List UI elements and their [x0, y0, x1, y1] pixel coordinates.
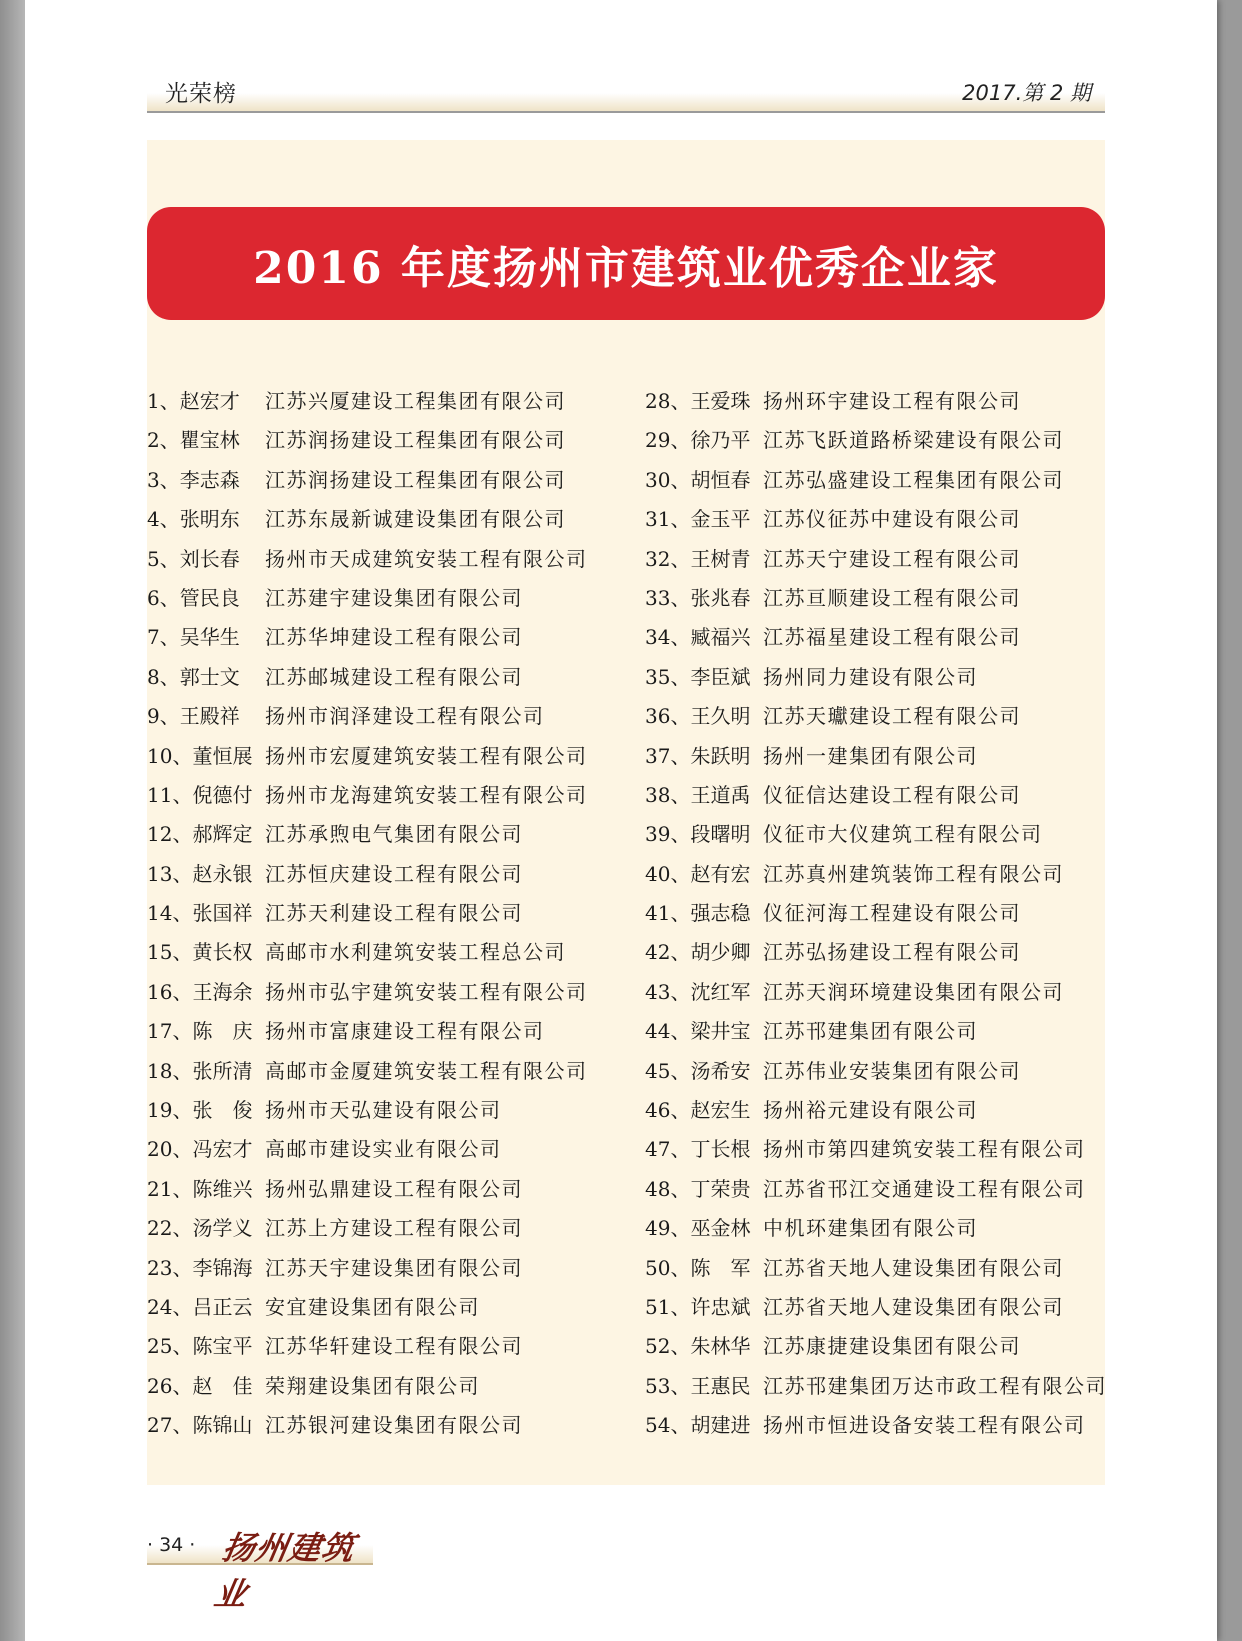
awardee-company: 江苏天宇建设集团有限公司	[265, 1255, 523, 1280]
awardee-row	[147, 618, 617, 657]
awardee-company: 江苏真州建筑装饰工程有限公司	[763, 861, 1064, 886]
awardee-name: 8、郭士文	[147, 664, 240, 689]
awardee-row	[645, 579, 1115, 618]
awardee-row	[645, 1367, 1115, 1406]
awardee-row	[645, 618, 1115, 657]
awardee-company: 高邮市建设实业有限公司	[265, 1137, 502, 1162]
awardee-company: 江苏省天地人建设集团有限公司	[763, 1294, 1064, 1319]
awardee-row	[147, 737, 617, 776]
awardee-name: 9、王殿祥	[147, 704, 240, 729]
awardee-company: 扬州同力建设有限公司	[763, 664, 978, 689]
awardee-row	[147, 1406, 617, 1445]
awardee-row	[645, 540, 1115, 579]
page-header	[147, 71, 1105, 113]
awardee-name: 44、梁井宝	[645, 1019, 751, 1044]
awardee-name: 30、胡恒春	[645, 467, 751, 492]
awardee-company: 江苏天利建设工程有限公司	[265, 901, 523, 926]
awardee-company: 江苏恒庆建设工程有限公司	[265, 861, 523, 886]
awardee-name: 14、张国祥	[147, 901, 253, 926]
awardee-name: 16、王海余	[147, 979, 253, 1004]
awardee-name: 15、黄长权	[147, 940, 253, 965]
awardee-row	[147, 1209, 617, 1248]
awardee-row	[147, 1170, 617, 1209]
awardee-row	[645, 1209, 1115, 1248]
awardee-row	[645, 421, 1115, 460]
awardee-name: 32、王树青	[645, 546, 751, 571]
awardee-row	[645, 658, 1115, 697]
awardee-row	[147, 421, 617, 460]
awardee-company: 江苏润扬建设工程集团有限公司	[265, 467, 566, 492]
title-banner	[147, 207, 1105, 320]
awardee-row	[645, 776, 1115, 815]
awardee-name: 18、张所清	[147, 1058, 253, 1083]
awardee-company: 扬州市宏厦建筑安装工程有限公司	[265, 743, 588, 768]
awardee-name: 27、陈锦山	[147, 1413, 253, 1438]
awardee-name: 42、胡少卿	[645, 940, 751, 965]
awardee-name: 43、沈红军	[645, 979, 751, 1004]
awardee-company: 江苏邮城建设工程有限公司	[265, 664, 523, 689]
awardee-company: 仪征市大仪建筑工程有限公司	[763, 822, 1043, 847]
awardee-company: 扬州市第四建筑安装工程有限公司	[763, 1137, 1086, 1162]
awardee-company: 中机环建集团有限公司	[763, 1216, 978, 1241]
awardee-company: 江苏康捷建设集团有限公司	[763, 1334, 1021, 1359]
awardee-row	[147, 894, 617, 933]
awardee-name: 37、朱跃明	[645, 743, 751, 768]
awardee-name: 54、胡建进	[645, 1413, 751, 1438]
awardee-name: 4、张明东	[147, 507, 240, 532]
awardee-name: 7、吴华生	[147, 625, 240, 650]
awardee-name: 2、瞿宝林	[147, 428, 240, 453]
awardee-row	[147, 1288, 617, 1327]
awardee-name: 41、强志稳	[645, 901, 751, 926]
awardee-name: 3、李志森	[147, 467, 240, 492]
awardee-name: 48、丁荣贵	[645, 1176, 751, 1201]
awardee-company: 扬州市富康建设工程有限公司	[265, 1019, 545, 1044]
awardee-row	[645, 500, 1115, 539]
awardee-list-right	[645, 382, 1115, 1446]
awardee-company: 荣翔建设集团有限公司	[265, 1373, 480, 1398]
awardee-row	[645, 1170, 1115, 1209]
awardee-row	[645, 697, 1115, 736]
awardee-row	[147, 1327, 617, 1366]
awardee-name: 11、倪德付	[147, 782, 253, 807]
awardee-name: 12、郝辉定	[147, 822, 253, 847]
awardee-row	[147, 776, 617, 815]
awardee-company: 江苏天宁建设工程有限公司	[763, 546, 1021, 571]
awardee-row	[645, 737, 1115, 776]
awardee-company: 扬州市润泽建设工程有限公司	[265, 704, 545, 729]
awardee-company: 扬州市天成建筑安装工程有限公司	[265, 546, 588, 571]
awardee-row	[645, 1249, 1115, 1288]
awardee-company: 江苏润扬建设工程集团有限公司	[265, 428, 566, 453]
awardee-name: 33、张兆春	[645, 585, 751, 610]
awardee-name: 19、张 俊	[147, 1098, 253, 1123]
awardee-row	[147, 1052, 617, 1091]
awardee-row	[645, 855, 1115, 894]
awardee-row	[147, 1130, 617, 1169]
magazine-logo: 扬州建筑业	[211, 1529, 359, 1613]
awardee-row	[147, 658, 617, 697]
awardee-company: 江苏伟业安装集团有限公司	[763, 1058, 1021, 1083]
awardee-company: 江苏天瓛建设工程有限公司	[763, 704, 1021, 729]
awardee-name: 24、吕正云	[147, 1294, 253, 1319]
awardee-row	[645, 1091, 1115, 1130]
awardee-name: 35、李臣斌	[645, 664, 751, 689]
awardee-company: 仪征河海工程建设有限公司	[763, 901, 1021, 926]
awardee-company: 高邮市水利建筑安装工程总公司	[265, 940, 566, 965]
awardee-name: 38、王道禹	[645, 782, 751, 807]
awardee-company: 江苏亘顺建设工程有限公司	[763, 585, 1021, 610]
awardee-company: 江苏银河建设集团有限公司	[265, 1413, 523, 1438]
awardee-name: 40、赵有宏	[645, 861, 751, 886]
awardee-company: 江苏天润环境建设集团有限公司	[763, 979, 1064, 1004]
awardee-row	[645, 973, 1115, 1012]
issue-label: 2017.第 2 期	[962, 81, 1091, 105]
awardee-company: 江苏邗建集团有限公司	[763, 1019, 978, 1044]
awardee-name: 10、董恒展	[147, 743, 253, 768]
awardee-row	[147, 540, 617, 579]
awardee-company: 扬州一建集团有限公司	[763, 743, 978, 768]
awardee-name: 21、陈维兴	[147, 1176, 253, 1201]
awardee-list-left	[147, 382, 617, 1446]
awardee-name: 45、汤希安	[645, 1058, 751, 1083]
awardee-company: 江苏承煦电气集团有限公司	[265, 822, 523, 847]
awardee-row	[645, 933, 1115, 972]
awardee-name: 52、朱林华	[645, 1334, 751, 1359]
awardee-row	[645, 1288, 1115, 1327]
awardee-company: 江苏华坤建设工程有限公司	[265, 625, 523, 650]
awardee-name: 17、陈 庆	[147, 1019, 253, 1044]
awardee-row	[645, 894, 1115, 933]
awardee-company: 扬州市弘宇建筑安装工程有限公司	[265, 979, 588, 1004]
awardee-name: 22、汤学义	[147, 1216, 253, 1241]
awardee-company: 江苏省天地人建设集团有限公司	[763, 1255, 1064, 1280]
awardee-row	[645, 815, 1115, 854]
awardee-row	[147, 1012, 617, 1051]
awardee-name: 46、赵宏生	[645, 1098, 751, 1123]
awardee-company: 江苏东晟新诚建设集团有限公司	[265, 507, 566, 532]
page-title: 2016 年度扬州市建筑业优秀企业家	[253, 242, 999, 294]
awardee-company: 扬州市龙海建筑安装工程有限公司	[265, 782, 588, 807]
awardee-row	[645, 382, 1115, 421]
awardee-row	[147, 815, 617, 854]
awardee-name: 20、冯宏才	[147, 1137, 253, 1162]
awardee-row	[645, 1130, 1115, 1169]
awardee-company: 扬州市天弘建设有限公司	[265, 1098, 502, 1123]
awardee-row	[645, 1327, 1115, 1366]
awardee-row	[645, 1406, 1115, 1445]
awardee-name: 5、刘长春	[147, 546, 240, 571]
awardee-name: 39、段曙明	[645, 822, 751, 847]
section-label: 光荣榜	[165, 81, 237, 107]
awardee-row	[147, 855, 617, 894]
awardee-company: 安宜建设集团有限公司	[265, 1294, 480, 1319]
awardee-company: 江苏建宇建设集团有限公司	[265, 585, 523, 610]
awardee-row	[645, 1052, 1115, 1091]
awardee-row	[147, 461, 617, 500]
awardee-name: 31、金玉平	[645, 507, 751, 532]
awardee-name: 50、陈 军	[645, 1255, 751, 1280]
awardee-company: 江苏省邗江交通建设工程有限公司	[763, 1176, 1086, 1201]
awardee-company: 江苏仪征苏中建设有限公司	[763, 507, 1021, 532]
awardee-name: 13、赵永银	[147, 861, 253, 886]
awardee-row	[147, 697, 617, 736]
awardee-name: 25、陈宝平	[147, 1334, 253, 1359]
awardee-name: 29、徐乃平	[645, 428, 751, 453]
awardee-row	[147, 579, 617, 618]
awardee-row	[147, 1091, 617, 1130]
awardee-row	[147, 933, 617, 972]
awardee-company: 仪征信达建设工程有限公司	[763, 782, 1021, 807]
awardee-name: 51、许忠斌	[645, 1294, 751, 1319]
awardee-name: 28、王爱珠	[645, 389, 751, 413]
awardee-company: 江苏飞跃道路桥梁建设有限公司	[763, 428, 1064, 453]
awardee-company: 扬州裕元建设有限公司	[763, 1098, 978, 1123]
awardee-name: 1、赵宏才	[147, 389, 240, 413]
awardee-company: 江苏兴厦建设工程集团有限公司	[265, 389, 566, 413]
awardee-row	[147, 382, 617, 421]
awardee-row	[147, 973, 617, 1012]
awardee-name: 36、王久明	[645, 704, 751, 729]
awardee-row	[147, 1249, 617, 1288]
awardee-name: 47、丁长根	[645, 1137, 751, 1162]
awardee-name: 6、管民良	[147, 585, 240, 610]
page-number: · 34 ·	[147, 1534, 196, 1556]
awardee-company: 江苏弘盛建设工程集团有限公司	[763, 467, 1064, 492]
awardee-company: 扬州环宇建设工程有限公司	[763, 389, 1021, 413]
awardee-company: 江苏弘扬建设工程有限公司	[763, 940, 1021, 965]
awardee-row	[645, 1012, 1115, 1051]
awardee-company: 江苏上方建设工程有限公司	[265, 1216, 523, 1241]
awardee-company: 江苏华轩建设工程有限公司	[265, 1334, 523, 1359]
awardee-name: 34、臧福兴	[645, 625, 751, 650]
awardee-name: 26、赵 佳	[147, 1373, 253, 1398]
awardee-row	[645, 461, 1115, 500]
page-footer	[147, 1527, 373, 1613]
awardee-company: 江苏福星建设工程有限公司	[763, 625, 1021, 650]
awardee-company: 高邮市金厦建筑安装工程有限公司	[265, 1058, 588, 1083]
awardee-name: 53、王惠民	[645, 1373, 751, 1398]
awardee-row	[147, 500, 617, 539]
awardee-company: 扬州市恒进设备安装工程有限公司	[763, 1413, 1086, 1438]
awardee-row	[147, 1367, 617, 1406]
awardee-company: 扬州弘鼎建设工程有限公司	[265, 1176, 523, 1201]
awardee-name: 23、李锦海	[147, 1255, 253, 1280]
awardee-name: 49、巫金林	[645, 1216, 751, 1241]
awardee-company: 江苏邗建集团万达市政工程有限公司	[763, 1373, 1107, 1398]
